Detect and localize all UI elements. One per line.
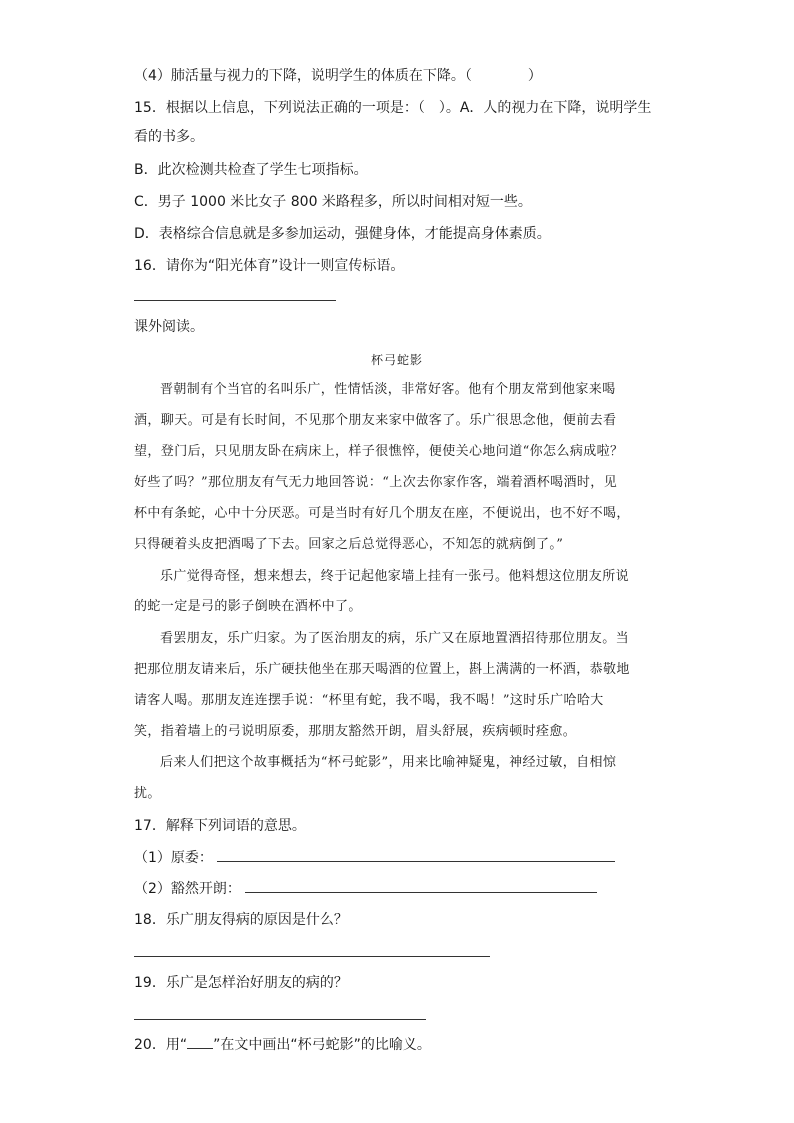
- story-line: 看罢朋友，乐广归家。为了医治朋友的病，乐广又在原地置酒招待那位朋友。当: [160, 631, 630, 646]
- q20-prompt: [134, 1036, 431, 1054]
- story-line: 把那位朋友请来后，乐广硬扶他坐在那天喝酒的位置上，斟上满满的一杯酒，恭敬地: [134, 662, 630, 677]
- section-label: 课外阅读。: [134, 319, 204, 335]
- q19-answer-line[interactable]: [134, 1019, 426, 1020]
- story-line: 扰。: [134, 786, 161, 801]
- q15-option-d: D．表格综合信息就是多参加运动，强健身体，才能提高身体素质。: [134, 226, 551, 242]
- story-line: 望，登门后，只见朋友卧在病床上，样子很憔悴，便使关心地问道“你怎么病成啦？: [134, 444, 624, 459]
- story-line: 笑，指着墙上的弓说明原委，那朋友豁然开朗，眉头舒展，疾病顿时痊愈。: [134, 724, 577, 739]
- q16-answer-line[interactable]: [134, 300, 336, 301]
- story-line: 请客人喝。那朋友连连摆手说：“杯里有蛇，我不喝，我不喝！”这时乐广哈哈大: [134, 693, 604, 708]
- story-line: 乐广觉得奇怪，想来想去，终于记起他家墙上挂有一张弓。他料想这位朋友所说: [160, 569, 630, 584]
- q17-stem: 17．解释下列词语的意思。: [134, 818, 306, 834]
- q15-option-b: B．此次检测共检查了学生七项指标。: [134, 162, 368, 178]
- q15-stem: 15．根据以上信息，下列说法正确的一项是：（ ）。A．人的视力在下降，说明学生: [134, 100, 652, 116]
- q18-answer-line[interactable]: [134, 956, 490, 957]
- story-line: 只得硬着头皮把酒喝了下去。回家之后总觉得恶心，不知怎的就病倒了。”: [134, 537, 564, 552]
- story-line: 后来人们把这个故事概括为“杯弓蛇影”，用来比喻神疑鬼，神经过敏，自相惊: [160, 755, 617, 770]
- q17-item-1-label: （1）原委：: [134, 850, 213, 866]
- q17-item-2: [134, 880, 597, 898]
- q17-item-2-answer-line[interactable]: [245, 880, 597, 893]
- story-line: 好些了吗？”那位朋友有气无力地回答说：“上次去你家作客，端着酒杯喝酒时，见: [134, 475, 618, 490]
- q17-item-1-answer-line[interactable]: [217, 849, 615, 862]
- q15-option-c: C．男子 1000 米比女子 800 米路程多，所以时间相对短一些。: [134, 194, 532, 210]
- q14-item-4: （4）肺活量与视力的下降，说明学生的体质在下降。（ ）: [134, 68, 542, 84]
- q16-prompt: 16．请你为“阳光体育”设计一则宣传标语。: [134, 258, 405, 274]
- q20-underline-mark: [187, 1036, 213, 1049]
- q15-stem-cont: 看的书多。: [134, 129, 204, 145]
- q20-suffix: ”在文中画出“杯弓蛇影”的比喻义。: [213, 1037, 431, 1053]
- q17-item-1: [134, 849, 615, 867]
- q20-prefix: 20．用“: [134, 1037, 188, 1053]
- story-line: 晋朝制有个当官的名叫乐广，性情恬淡，非常好客。他有个朋友常到他家来喝: [160, 382, 616, 397]
- q19-prompt: 19．乐广是怎样治好朋友的病的？: [134, 975, 348, 991]
- q18-prompt: 18．乐广朋友得病的原因是什么？: [134, 912, 348, 928]
- q17-item-2-label: （2）豁然开朗：: [134, 881, 241, 897]
- story-line: 的蛇一定是弓的影子倒映在酒杯中了。: [134, 599, 362, 614]
- story-line: 酒，聊天。可是有长时间，不见那个朋友来家中做客了。乐广很思念他，便前去看: [134, 413, 617, 428]
- story-title: 杯弓蛇影: [370, 353, 423, 367]
- story-line: 杯中有条蛇，心中十分厌恶。可是当时有好几个朋友在座，不便说出，也不好不喝，: [134, 506, 630, 521]
